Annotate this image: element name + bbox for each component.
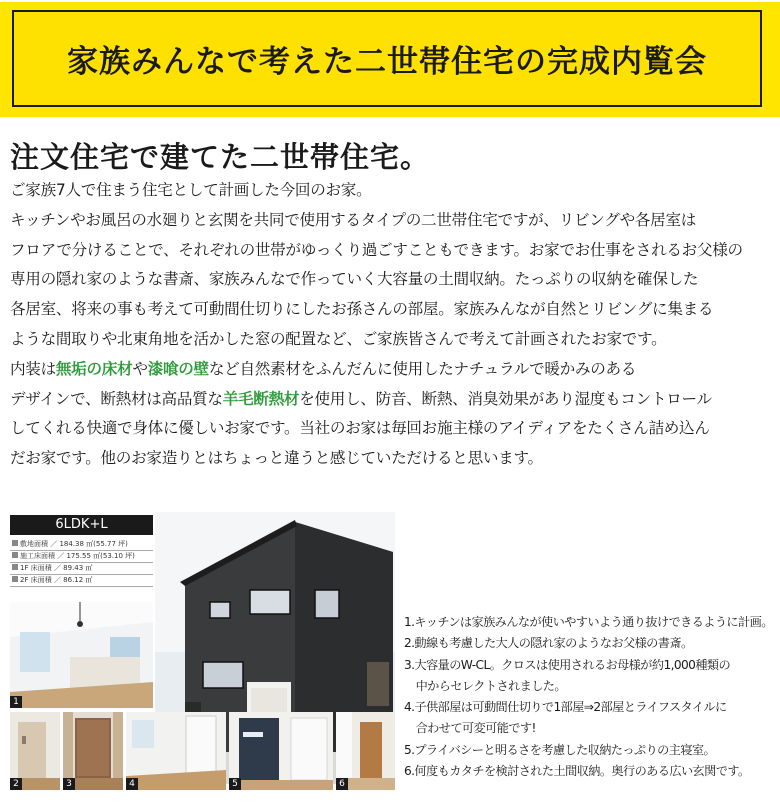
spec-value: ／ 184.38 ㎡(55.77 坪) (48, 540, 128, 548)
caption-line: 3.大容量のW-CL。クロスは使用されるお母様が約1,000種類の (404, 657, 731, 672)
body-text-segment: や (132, 359, 148, 378)
caption-line: 6.何度もカタチを検討された土間収納。奥行のある広い玄関です。 (404, 764, 750, 779)
body-text-segment: デザインで、断熱材は高品質な (10, 389, 223, 408)
section-heading: 注文住宅で建てた二世帯住宅。 (10, 140, 431, 174)
body-line (10, 414, 780, 444)
spec-table (10, 515, 153, 595)
spec-value: ／ 175.55 ㎡(53.10 坪) (55, 552, 135, 560)
spec-row (10, 539, 153, 551)
body-text-segment: など自然素材をふんだんに使用したナチュラルで暖かみのある (208, 359, 637, 378)
body-line (10, 444, 780, 474)
spec-value: ／ 86.12 ㎡ (51, 576, 93, 584)
body-text-segment: 各居室、将来の事も考えて可動間仕切りにしたお孫さんの部屋。家族みんなが自然とリビングに集まる (10, 300, 714, 319)
spec-title: 6LDK+L (10, 515, 153, 535)
spec-row (10, 575, 153, 587)
body-text-segment: だお家です。他のお家造りとはちょっと違うと感じていただけると思います。 (10, 449, 543, 468)
body-line (10, 355, 780, 385)
photo-captions (404, 612, 780, 782)
kids-room-illustration (126, 712, 226, 790)
photo-number: 6 (336, 778, 348, 790)
spec-label: 施工床面積 (20, 552, 55, 560)
spec-value: ／ 89.43 ㎡ (51, 564, 93, 572)
spec-label: 2F 床面積 (20, 576, 52, 584)
bullet-square-icon (12, 564, 18, 570)
title-banner (0, 2, 780, 117)
bullet-square-icon (12, 552, 18, 558)
bullet-square-icon (12, 540, 18, 546)
body-line (10, 176, 780, 206)
caption-line: 5.プライバシーと明るさを考慮した収納たっぷりの主寝室。 (404, 742, 716, 757)
photo-master-bedroom (229, 712, 333, 790)
spec-label: 敷地面積 (20, 540, 48, 548)
photo-kids-room (126, 712, 226, 790)
body-text-segment: フロアで分けることで、それぞれの世帯がゆっくり過ごすこともできます。お家でお仕事をされるお父様の (10, 240, 743, 259)
body-text-segment: 内装は (10, 359, 56, 378)
title-banner-frame (12, 10, 762, 107)
body-text-segment: 専用の隠れ家のような書斎、家族みんなで作っていく大容量の土間収納。たっぷりの収納を確保した (10, 270, 699, 289)
caption-line: 2.動線も考慮した大人の隠れ家のようなお父様の書斎。 (404, 636, 693, 651)
photo-walk-in-closet (63, 712, 123, 790)
photo-number: 2 (10, 778, 22, 790)
body-line (10, 295, 780, 325)
body-text-segment: ご家族7人で住まう住宅として計画した今回のお家。 (10, 181, 372, 199)
body-line (10, 236, 780, 266)
photo-number: 1 (10, 696, 22, 708)
body-line (10, 206, 780, 236)
spec-row (10, 551, 153, 563)
photo-entrance-storage (336, 712, 395, 790)
body-text-segment: ような間取りや北東角地を活かした窓の配置など、ご家族皆さんで考えて計画されたお家です。 (10, 329, 667, 348)
photo-number: 3 (63, 778, 75, 790)
body-line (10, 385, 780, 415)
body-text-segment: してくれる快適で身体に優しいお家です。当社のお家は毎回お施主様のアイディアをたくさん詰め込ん (10, 419, 710, 438)
caption-line: 4.子供部屋は可動間仕切りで1部屋⇒2部屋とライフスタイルに (404, 700, 727, 715)
highlight-text: 羊毛断熱材 (222, 389, 300, 408)
highlight-text: 漆喰の壁 (147, 359, 209, 378)
spec-row (10, 563, 153, 575)
photo-kitchen (10, 602, 153, 708)
body-text-segment: キッチンやお風呂の水廻りと玄関を共同で使用するタイプの二世帯住宅ですが、リビングや各居室は (10, 210, 697, 229)
banner-title: 家族みんなで考えた二世帯住宅の完成内覧会 (67, 44, 707, 80)
photo-number: 5 (229, 778, 241, 790)
body-line (10, 325, 780, 355)
body-text (10, 176, 780, 474)
caption-line: 中からセレクトされました。 (404, 678, 566, 693)
photo-number: 4 (126, 778, 138, 790)
body-text-segment: を使用し、防音、断熱、消臭効果があり湿度もコントロール (299, 389, 712, 408)
body-line (10, 265, 780, 295)
spec-label: 1F 床面積 (20, 564, 52, 572)
kitchen-illustration (10, 602, 153, 708)
bedroom-illustration (229, 712, 333, 790)
caption-line: 合わせて可変可能です! (404, 721, 536, 736)
highlight-text: 無垢の床材 (55, 359, 133, 378)
bullet-square-icon (12, 576, 18, 582)
caption-line: 1.キッチンは家族みんなが使いやすいよう通り抜けできるように計画。 (404, 615, 773, 629)
photo-study (10, 712, 60, 790)
